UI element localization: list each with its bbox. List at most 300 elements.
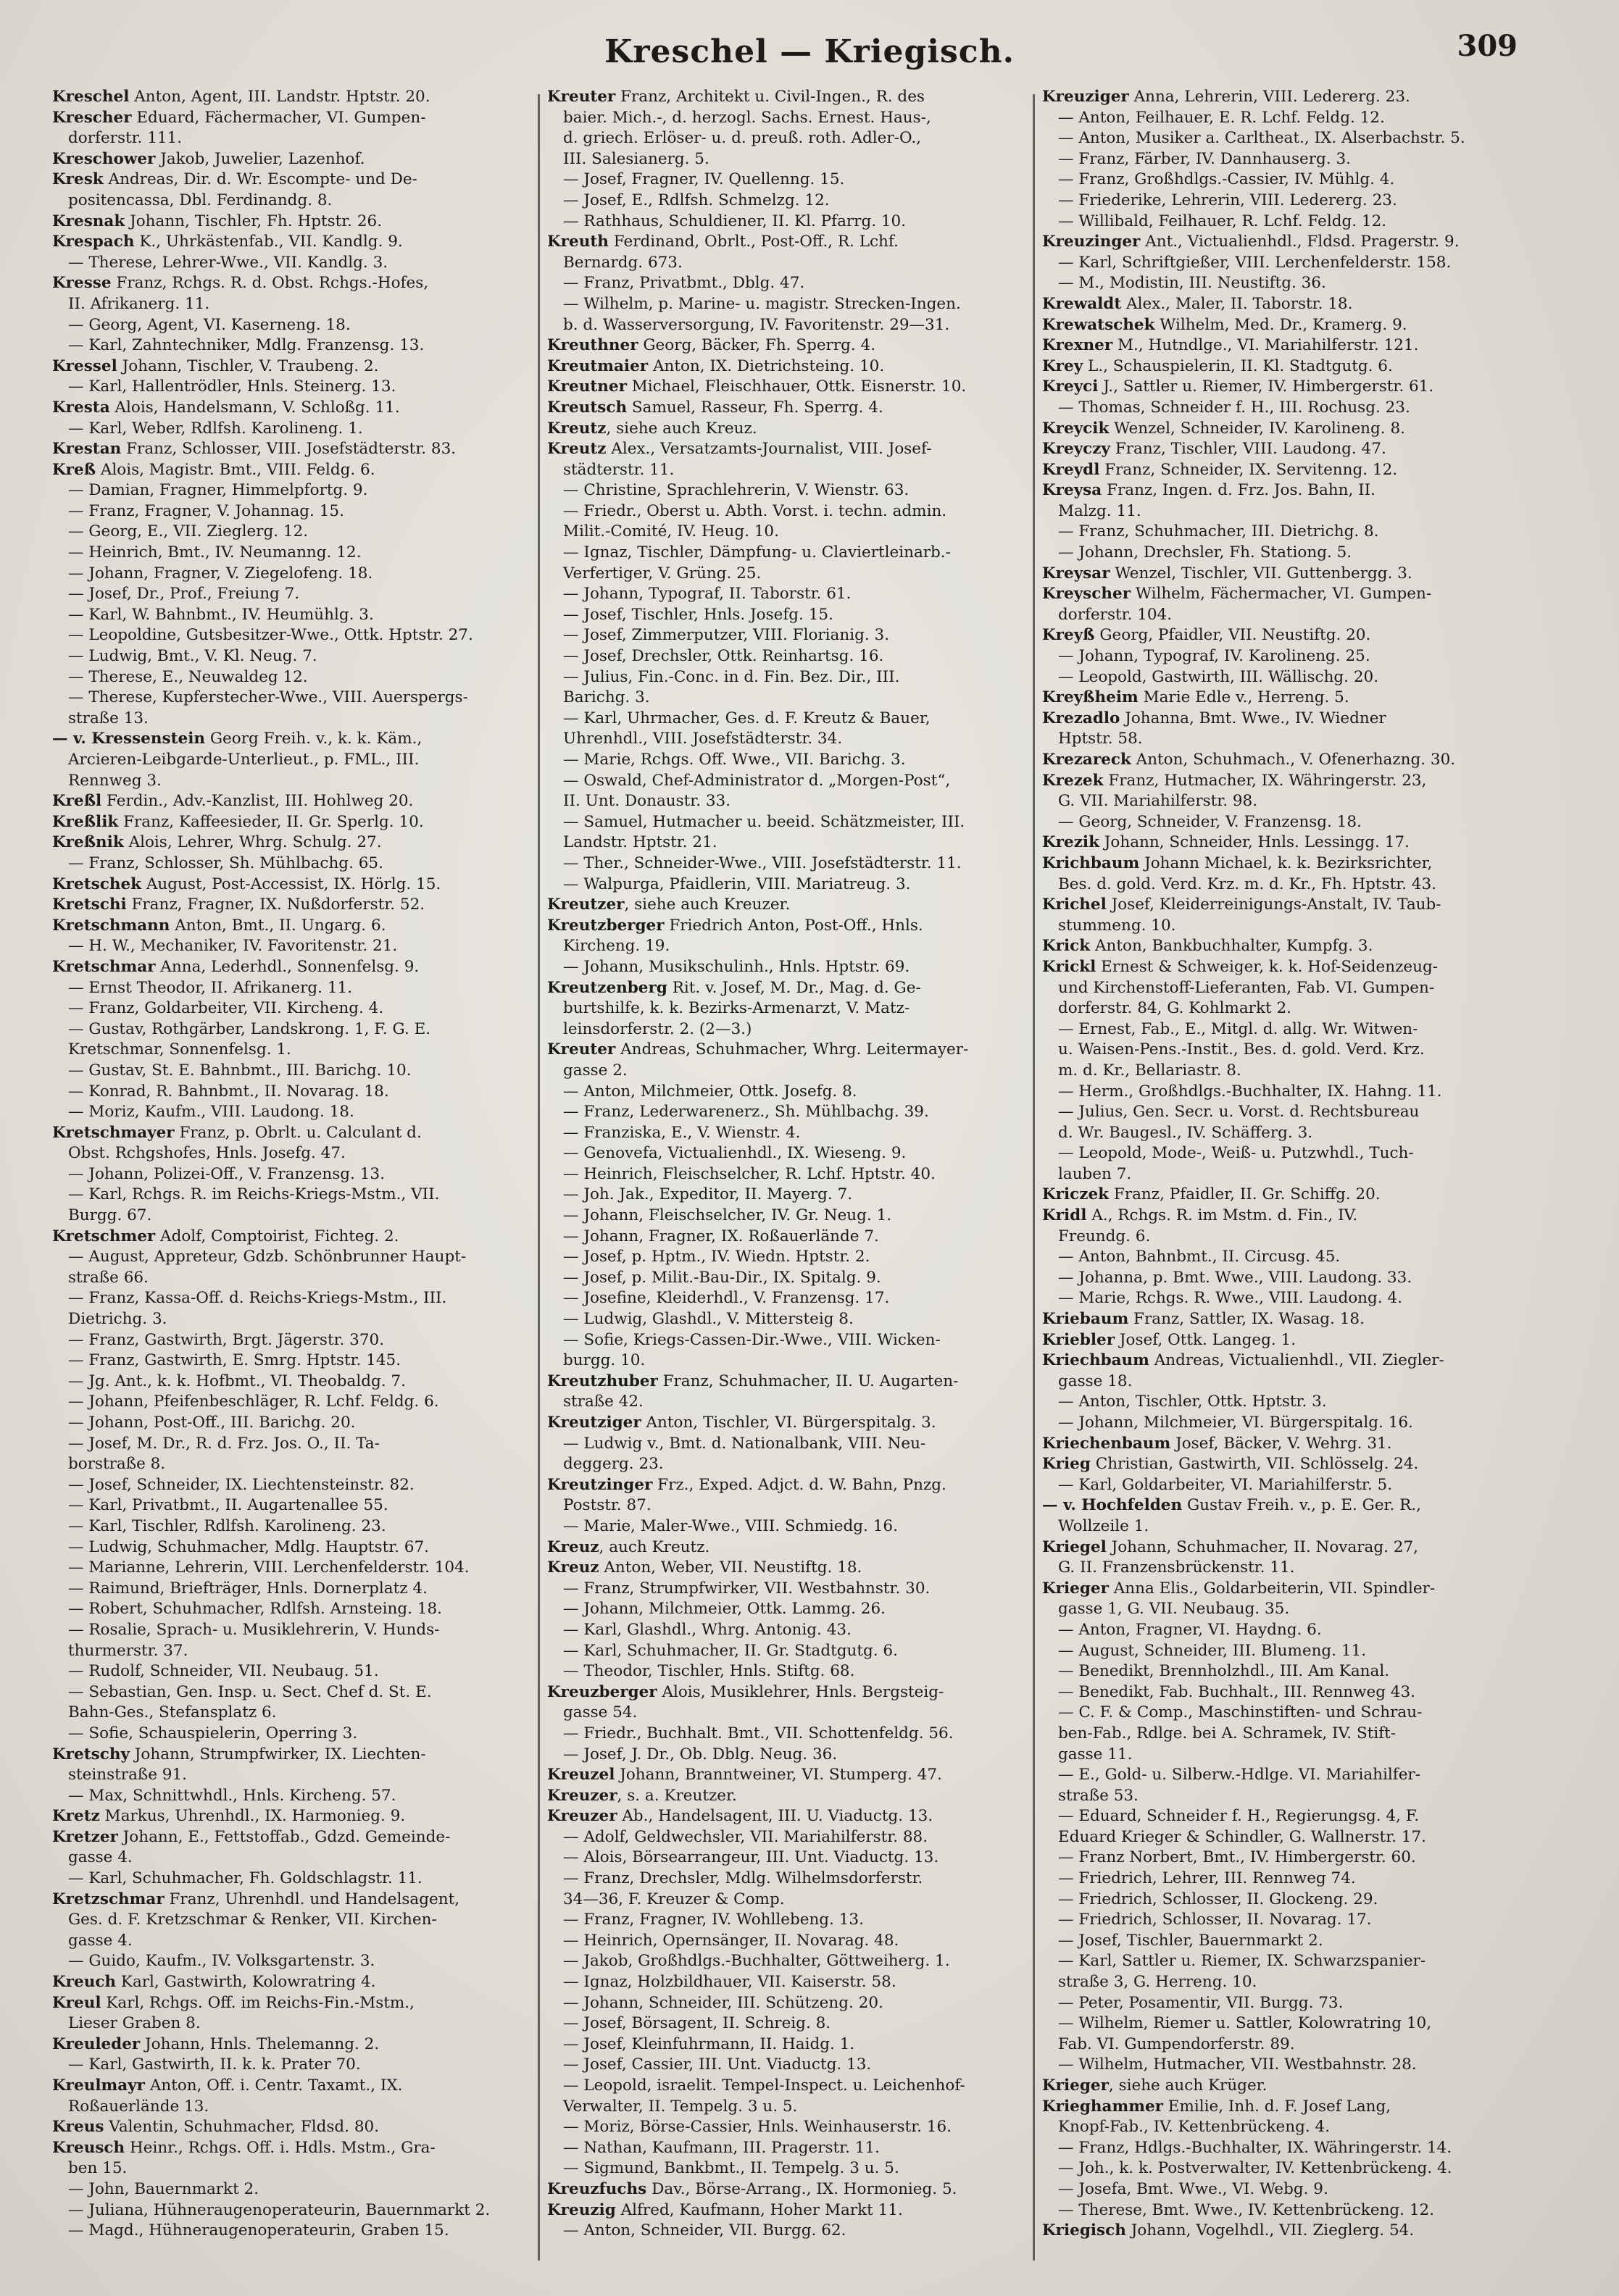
directory-line	[1042, 2076, 1520, 2097]
entry-text: Marie Edle v., Herreng. 5.	[1138, 688, 1349, 707]
directory-line	[1042, 1599, 1520, 1620]
entry-text: — Josefa, Bmt. Wwe., VI. Webg. 9.	[1058, 2179, 1328, 2198]
entry-text: Alois, Lehrer, Whrg. Schulg. 27.	[123, 833, 382, 852]
entry-text: Franz, Uhrenhdl. und Handelsagent,	[164, 1890, 460, 1908]
entry-text: gasse 11.	[1058, 1745, 1133, 1763]
entry-surname: Kriebaum	[1042, 1310, 1129, 1329]
entry-text: Rennweg 3.	[68, 771, 162, 790]
entry-text: — Johann, Pfeifenbeschläger, R. Lchf. Feldg. 6.	[68, 1393, 439, 1411]
directory-line	[547, 957, 1025, 978]
directory-line	[52, 1661, 530, 1682]
directory-line	[1042, 1516, 1520, 1537]
entry-surname: Kreusch	[52, 2138, 125, 2157]
entry-text: III. Salesianerg. 5.	[563, 149, 709, 168]
entry-text: — Karl, W. Bahnbmt., IV. Heumühlg. 3.	[68, 605, 374, 624]
directory-line	[547, 1206, 1025, 1227]
entry-surname: Krieghammer	[1042, 2097, 1163, 2116]
directory-line	[547, 232, 1025, 253]
entry-surname: Krieger	[1042, 2076, 1109, 2095]
directory-line	[52, 853, 530, 874]
entry-surname: Krezadlo	[1042, 709, 1120, 727]
directory-line	[1042, 1495, 1520, 1516]
directory-line	[1042, 1869, 1520, 1890]
entry-surname: Kreuzig	[547, 2200, 616, 2219]
entry-text: Frz., Exped. Adjct. d. W. Bahn, Pnzg.	[652, 1475, 946, 1494]
entry-text: — Anton, Feilhauer, E. R. Lchf. Feldg. 12.	[1058, 108, 1385, 127]
directory-line	[547, 832, 1025, 853]
entry-text: Johann, E., Fettstoffab., Gdzd. Gemeinde-	[117, 1827, 451, 1846]
entry-text: leinsdorferstr. 2. (2—3.)	[563, 1019, 752, 1038]
directory-line	[52, 356, 530, 377]
directory-line	[1042, 87, 1520, 108]
directory-line	[52, 1703, 530, 1724]
entry-surname: Krewaldt	[1042, 294, 1122, 313]
entry-surname: — v. Hochfelden	[1042, 1496, 1183, 1515]
entry-text: Alfred, Kaufmann, Hoher Markt 11.	[615, 2200, 903, 2219]
entry-text: Obst. Rchgshofes, Hnls. Josefg. 47.	[68, 1144, 346, 1163]
entry-text: steinstraße 91.	[68, 1766, 188, 1784]
directory-line	[547, 1848, 1025, 1869]
entry-text: Markus, Uhrenhdl., IX. Harmonieg. 9.	[99, 1807, 406, 1826]
directory-line	[52, 564, 530, 585]
directory-line	[52, 1641, 530, 1662]
directory-line	[1042, 853, 1520, 874]
entry-surname: Kreysa	[1042, 481, 1102, 500]
directory-line	[52, 1372, 530, 1393]
entry-text: — Johann, Drechsler, Fh. Stationg. 5.	[1058, 543, 1352, 562]
entry-text: — Josef, Tischler, Hnls. Josefg. 15.	[563, 605, 833, 624]
entry-text: thurmerstr. 37.	[68, 1641, 188, 1660]
directory-line	[52, 1745, 530, 1766]
column-3	[1035, 87, 1528, 2268]
entry-text: — Johann, Musikschulinh., Hnls. Hptstr. 69.	[563, 957, 910, 976]
entry-text: Franz, p. Obrlt. u. Calculant d.	[174, 1123, 422, 1142]
directory-line	[52, 1288, 530, 1309]
entry-text: Anna Elis., Goldarbeiterin, VII. Spindler-	[1108, 1579, 1436, 1598]
directory-line	[547, 812, 1025, 833]
directory-line	[1042, 750, 1520, 771]
directory-line	[547, 522, 1025, 543]
directory-line	[1042, 874, 1520, 896]
directory-line	[547, 605, 1025, 626]
directory-line	[52, 377, 530, 398]
entry-text: — Johann, Fleischselcher, IV. Gr. Neug. 1.	[563, 1206, 892, 1225]
entry-text: Franz, Schuhmacher, II. U. Augarten-	[657, 1372, 959, 1390]
directory-line	[52, 812, 530, 833]
entry-surname: Krespach	[52, 233, 135, 251]
entry-surname: Kreuleder	[52, 2034, 141, 2053]
directory-line	[52, 1061, 530, 1082]
directory-line	[1042, 1019, 1520, 1040]
entry-text: — Georg, Schneider, V. Franzensg. 18.	[1058, 812, 1362, 831]
entry-text: Johanna, Bmt. Wwe., IV. Wiedner	[1120, 709, 1386, 727]
entry-surname: Kriebler	[1042, 1330, 1115, 1349]
entry-text: Milit.-Comité, IV. Heug. 10.	[563, 522, 779, 541]
entry-text: Anton, Agent, III. Landstr. Hptstr. 20.	[129, 88, 430, 106]
entry-text: — Konrad, R. Bahnbmt., II. Novarag. 18.	[68, 1082, 389, 1101]
page-number: 309	[1457, 29, 1518, 63]
directory-line	[1042, 1848, 1520, 1869]
directory-line	[1042, 2055, 1520, 2076]
entry-text: Valentin, Schuhmacher, Fldsd. 80.	[104, 2118, 380, 2137]
entry-surname: — v. Kressenstein	[52, 730, 206, 748]
directory-line	[1042, 1703, 1520, 1724]
entry-text: — Sofie, Kriegs-Cassen-Dir.-Wwe., VIII. Wicken-	[563, 1330, 941, 1349]
entry-text: straße 13.	[68, 709, 149, 727]
directory-line	[547, 1309, 1025, 1330]
directory-line	[1042, 832, 1520, 853]
entry-text: Alois, Handelsmann, V. Schloßg. 11.	[109, 398, 400, 417]
entry-surname: Kreutz	[547, 440, 607, 459]
entry-text: — August, Schneider, III. Blumeng. 11.	[1058, 1641, 1367, 1660]
entry-text: — Josefine, Kleiderhdl., V. Franzensg. 17.	[563, 1289, 890, 1308]
directory-line	[52, 1724, 530, 1745]
directory-line	[52, 667, 530, 688]
directory-line	[547, 1786, 1025, 1807]
entry-text: — Gustav, St. E. Bahnbmt., III. Barichg. 10.	[68, 1061, 412, 1080]
directory-line	[1042, 771, 1520, 792]
directory-line	[1042, 273, 1520, 294]
directory-line	[1042, 916, 1520, 937]
directory-line	[1042, 2138, 1520, 2159]
entry-text: gasse 18.	[1058, 1372, 1133, 1390]
directory-line	[1042, 356, 1520, 377]
directory-line	[52, 1682, 530, 1703]
entry-surname: Kreß	[52, 460, 96, 479]
entry-text: — Karl, Hallentrödler, Hnls. Steinerg. 13.	[68, 377, 396, 396]
entry-text: — Ludwig v., Bmt. d. Nationalbank, VIII. Neu-	[563, 1434, 926, 1453]
entry-text: baier. Mich.-, d. herzogl. Sachs. Ernest. Haus-,	[563, 108, 931, 127]
directory-line	[547, 294, 1025, 315]
directory-line	[52, 1413, 530, 1434]
entry-surname: Kretschy	[52, 1745, 130, 1763]
directory-line	[547, 212, 1025, 233]
directory-line	[547, 1434, 1025, 1455]
directory-line	[547, 1951, 1025, 1972]
directory-line	[547, 2138, 1025, 2159]
directory-line	[1042, 812, 1520, 833]
entry-text: — Leopold, Gastwirth, III. Wällischg. 20.	[1058, 667, 1379, 686]
entry-surname: Kreutmaier	[547, 356, 649, 375]
entry-text: — Karl, Goldarbeiter, VI. Mariahilferstr. 5.	[1058, 1475, 1393, 1494]
entry-text: — Josef, p. Milit.-Bau-Dir., IX. Spitalg. 9.	[563, 1268, 881, 1287]
directory-line	[1042, 1372, 1520, 1393]
entry-text: Samuel, Rasseur, Fh. Sperrg. 4.	[627, 398, 883, 417]
entry-surname: Kreuzberger	[547, 1682, 657, 1701]
entry-text: Franz, Sattler, IX. Wasag. 18.	[1128, 1310, 1365, 1329]
entry-surname: Kreuzfuchs	[547, 2179, 647, 2198]
entry-surname: Kreutsch	[547, 398, 628, 417]
entry-text: — Thomas, Schneider f. H., III. Rochusg. 23.	[1058, 398, 1410, 417]
entry-surname: Kretschmer	[52, 1227, 156, 1245]
entry-text: Franz, Fragner, IX. Nußdorferstr. 52.	[126, 896, 425, 914]
directory-line	[547, 978, 1025, 999]
directory-line	[52, 1599, 530, 1620]
directory-line	[547, 646, 1025, 667]
entry-text: — Marie, Maler-Wwe., VIII. Schmiedg. 16.	[563, 1516, 898, 1535]
directory-line	[547, 501, 1025, 522]
directory-line	[1042, 1247, 1520, 1268]
entry-text: — Ther., Schneider-Wwe., VIII. Josefstädterstr. 11.	[563, 853, 962, 872]
entry-text: d. griech. Erlöser- u. d. preuß. roth. Adler-O.,	[563, 129, 921, 148]
directory-line	[1042, 646, 1520, 667]
directory-line	[547, 1972, 1025, 1993]
directory-line	[52, 543, 530, 564]
directory-line	[547, 2200, 1025, 2221]
directory-line	[52, 2076, 530, 2097]
entry-text: August, Post-Accessist, IX. Hörlg. 15.	[141, 874, 441, 893]
directory-line	[1042, 957, 1520, 978]
entry-text: — Anton, Schneider, VII. Burgg. 62.	[563, 2221, 846, 2240]
column-1	[45, 87, 538, 2268]
entry-text: — Julius, Gen. Secr. u. Vorst. d. Rechtsbureau	[1058, 1103, 1420, 1122]
entry-text: — Georg, E., VII. Zieglerg. 12.	[68, 522, 309, 541]
entry-text: Josef, Bäcker, V. Wehrg. 31.	[1170, 1434, 1392, 1453]
directory-line	[547, 2221, 1025, 2242]
directory-line	[52, 1164, 530, 1185]
entry-surname: Kriczek	[1042, 1185, 1110, 1204]
directory-line	[1042, 522, 1520, 543]
entry-text: Anna, Lehrerin, VIII. Ledererg. 23.	[1128, 88, 1410, 106]
directory-line	[52, 771, 530, 792]
entry-text: — Georg, Agent, VI. Kaserneng. 18.	[68, 315, 351, 334]
directory-line	[547, 853, 1025, 874]
page-header	[0, 29, 1619, 80]
entry-surname: Kreyscher	[1042, 585, 1131, 604]
directory-line	[547, 335, 1025, 356]
entry-text: — Josef, p. Hptm., IV. Wiedn. Hptstr. 2.	[563, 1248, 870, 1266]
entry-surname: Kresta	[52, 398, 110, 417]
directory-line	[52, 2013, 530, 2034]
entry-text: Anton, Bmt., II. Ungarg. 6.	[170, 916, 386, 935]
entry-text: — Anton, Fragner, VI. Haydng. 6.	[1058, 1620, 1322, 1639]
directory-line	[1042, 1765, 1520, 1786]
entry-text: — Joh. Jak., Expeditor, II. Mayerg. 7.	[563, 1185, 853, 1204]
directory-line	[1042, 315, 1520, 336]
directory-line	[52, 1620, 530, 1641]
entry-text: — Josef, Cassier, III. Unt. Viaductg. 13.	[563, 2055, 872, 2074]
entry-text: Franz, Tischler, VIII. Laudong. 47.	[1110, 440, 1386, 459]
directory-line	[52, 522, 530, 543]
directory-line	[547, 564, 1025, 585]
entry-text: — Franziska, E., V. Wienstr. 4.	[563, 1123, 801, 1142]
entry-text: — Franz, Schlosser, Sh. Mühlbachg. 65.	[68, 853, 383, 872]
entry-text: — Joh., k. k. Postverwalter, IV. Kettenbrückeng. 4.	[1058, 2159, 1452, 2178]
directory-line	[52, 1247, 530, 1268]
entry-surname: Krexner	[1042, 336, 1113, 355]
column-2	[540, 87, 1033, 2268]
directory-line	[52, 108, 530, 129]
entry-text: — Karl, Weber, Rdlfsh. Karolineng. 1.	[68, 419, 363, 438]
directory-line	[1042, 584, 1520, 605]
entry-text: Emilie, Inh. d. F. Josef Lang,	[1162, 2097, 1391, 2116]
entry-text: L., Schauspielerin, II. Kl. Stadtgutg. 6.	[1083, 356, 1393, 375]
directory-line	[52, 1931, 530, 1952]
entry-surname: Kreyßheim	[1042, 688, 1139, 707]
entry-text: , siehe auch Kreuz.	[606, 419, 757, 438]
directory-line	[52, 2034, 530, 2055]
entry-text: Josef, Ottk. Langeg. 1.	[1115, 1330, 1297, 1349]
entry-text: Johann, Schuhmacher, II. Novarag. 27,	[1106, 1537, 1418, 1556]
entry-surname: Krezik	[1042, 833, 1099, 852]
directory-line	[547, 1164, 1025, 1185]
entry-text: — Anton, Milchmeier, Ottk. Josefg. 8.	[563, 1082, 857, 1101]
entry-text: Michael, Fleischhauer, Ottk. Eisnerstr. 10.	[626, 377, 967, 396]
directory-line	[1042, 1413, 1520, 1434]
entry-text: Wilhelm, Fächermacher, VI. Gumpen-	[1131, 585, 1432, 604]
directory-line	[1042, 1185, 1520, 1206]
directory-line	[52, 584, 530, 605]
entry-text: Anton, Tischler, VI. Bürgerspitalg. 3.	[641, 1414, 936, 1432]
entry-text: — Ernest, Fab., E., Mitgl. d. allg. Wr. Witwen-	[1058, 1019, 1418, 1038]
entry-text: — Nathan, Kaufmann, III. Pragerstr. 11.	[563, 2138, 880, 2157]
entry-surname: Krestan	[52, 440, 122, 459]
entry-text: Franz, Architekt u. Civil-Ingen., R. des	[615, 88, 925, 106]
directory-line	[547, 1827, 1025, 1848]
directory-line	[547, 791, 1025, 812]
entry-surname: Kreul	[52, 1993, 101, 2012]
entry-text: m. d. Kr., Bellariastr. 8.	[1058, 1061, 1241, 1080]
entry-text: Friedrich Anton, Post-Off., Hnls.	[664, 916, 923, 935]
entry-text: — Franz, Goldarbeiter, VII. Kircheng. 4.	[68, 999, 384, 1018]
directory-line	[1042, 480, 1520, 501]
directory-line	[52, 1206, 530, 1227]
entry-text: dorferstr. 104.	[1058, 605, 1173, 624]
entry-surname: Kretzer	[52, 1827, 118, 1846]
entry-text: Josef, Kleiderreinigungs-Anstalt, IV. Taub-	[1106, 896, 1441, 914]
directory-line	[52, 1579, 530, 1600]
entry-text: — Josef, Fragner, IV. Quellenng. 15.	[563, 170, 845, 189]
directory-line	[1042, 1434, 1520, 1455]
directory-line	[52, 335, 530, 356]
entry-surname: Kridl	[1042, 1206, 1087, 1225]
entry-text: — Juliana, Hühneraugenoperateurin, Bauernmarkt 2.	[68, 2200, 491, 2219]
entry-surname: Kretschmann	[52, 916, 170, 935]
directory-line	[52, 1434, 530, 1455]
entry-text: Ferdin., Adv.-Kanzlist, III. Hohlweg 20.	[101, 792, 414, 811]
entry-text: — Franz, Gastwirth, Brgt. Jägerstr. 370.	[68, 1330, 385, 1349]
entry-text: — Josef, Drechsler, Ottk. Reinhartsg. 16.	[563, 647, 884, 666]
entry-surname: Krezareck	[1042, 751, 1131, 769]
directory-line	[52, 605, 530, 626]
directory-line	[1042, 1082, 1520, 1103]
entry-surname: Kreuter	[547, 88, 616, 106]
entry-text: Lieser Graben 8.	[68, 2014, 201, 2033]
entry-text: ben-Fab., Rdlge. bei A. Schramek, IV. Stift-	[1058, 1724, 1397, 1742]
directory-line	[1042, 212, 1520, 233]
directory-line	[547, 1993, 1025, 2014]
entry-text: G. VII. Mariahilferstr. 98.	[1058, 792, 1258, 811]
entry-text: gasse 4.	[68, 1931, 133, 1950]
directory-line	[1042, 605, 1520, 626]
entry-text: Johann, Tischler, Fh. Hptstr. 26.	[125, 212, 383, 230]
entry-text: Anton, Weber, VII. Neustiftg. 18.	[599, 1558, 862, 1577]
entry-surname: Kreuthner	[547, 336, 638, 355]
entry-text: — Johanna, p. Bmt. Wwe., VIII. Laudong. 33.	[1058, 1268, 1412, 1287]
entry-surname: Kreuzel	[547, 1766, 615, 1784]
entry-text: — Anton, Tischler, Ottk. Hptstr. 3.	[1058, 1393, 1327, 1411]
entry-surname: Kreutzinger	[547, 1475, 653, 1494]
directory-line	[52, 1330, 530, 1351]
directory-line	[547, 874, 1025, 896]
directory-line	[52, 957, 530, 978]
entry-text: — Therese, E., Neuwaldeg 12.	[68, 667, 308, 686]
entry-text: — Therese, Lehrer-Wwe., VII. Kandlg. 3.	[68, 253, 388, 272]
entry-text: b. d. Wasserversorgung, IV. Favoritenstr. 29—31.	[563, 315, 950, 334]
directory-line	[547, 2179, 1025, 2200]
directory-line	[52, 729, 530, 750]
directory-line	[52, 750, 530, 771]
entry-text: Franz, Hutmacher, IX. Währingerstr. 23,	[1103, 771, 1427, 790]
directory-line	[1042, 2097, 1520, 2118]
directory-line	[547, 1703, 1025, 1724]
directory-line	[547, 2034, 1025, 2055]
entry-text: positencassa, Dbl. Ferdinandg. 8.	[68, 191, 333, 209]
entry-text: dorferstr. 111.	[68, 129, 183, 148]
column-divider	[538, 94, 540, 2260]
directory-line	[547, 273, 1025, 294]
entry-text: burgg. 10.	[563, 1351, 646, 1370]
entry-text: Johann, Hnls. Thelemanng. 2.	[140, 2034, 380, 2053]
entry-text: burtshilfe, k. k. Bezirks-Armenarzt, V. Matz-	[563, 999, 910, 1018]
directory-line	[1042, 1910, 1520, 1931]
directory-line	[1042, 2179, 1520, 2200]
entry-text: Ernest & Schweiger, k. k. Hof-Seidenzeug-	[1096, 957, 1439, 976]
directory-line	[547, 1454, 1025, 1475]
entry-text: Karl, Rchgs. Off. im Reichs-Fin.-Mstm.,	[101, 1993, 415, 2012]
entry-text: — Johann, Typograf, II. Taborstr. 61.	[563, 585, 852, 604]
directory-line	[1042, 149, 1520, 170]
directory-line	[52, 1993, 530, 2014]
directory-line	[547, 1247, 1025, 1268]
directory-line	[1042, 1724, 1520, 1745]
directory-line	[547, 1413, 1025, 1434]
directory-line	[1042, 1537, 1520, 1558]
directory-line	[1042, 1951, 1520, 1972]
entry-text: gasse 54.	[563, 1703, 638, 1722]
entry-text: — Christine, Sprachlehrerin, V. Wienstr. 63.	[563, 481, 910, 500]
directory-line	[52, 936, 530, 957]
directory-line	[547, 2117, 1025, 2138]
directory-line	[1042, 1931, 1520, 1952]
directory-line	[52, 2200, 530, 2221]
entry-surname: Kreuth	[547, 233, 609, 251]
entry-text: — Johann, Fragner, IX. Roßauerlände 7.	[563, 1227, 879, 1245]
directory-line	[52, 439, 530, 460]
entry-text: Bahn-Ges., Stefansplatz 6.	[68, 1703, 277, 1722]
directory-line	[52, 625, 530, 646]
entry-text: — Franz, Fragner, V. Johannag. 15.	[68, 501, 344, 520]
directory-line	[1042, 1061, 1520, 1082]
entry-text: — Franz, Fragner, IV. Wohllebeng. 13.	[563, 1911, 864, 1929]
directory-line	[547, 1268, 1025, 1289]
entry-text: — Genovefa, Victualienhdl., IX. Wieseng. 9.	[563, 1144, 907, 1163]
directory-line	[1042, 2034, 1520, 2055]
entry-text: , auch Kreutz.	[599, 1537, 710, 1556]
directory-line	[1042, 294, 1520, 315]
directory-line	[52, 874, 530, 896]
entry-text: Franz, Ingen. d. Frz. Jos. Bahn, II.	[1102, 481, 1375, 500]
directory-line	[52, 791, 530, 812]
entry-text: straße 66.	[68, 1268, 149, 1287]
entry-text: — Josef, E., Rdlfsh. Schmelzg. 12.	[563, 191, 830, 209]
directory-line	[1042, 2221, 1520, 2242]
directory-line	[547, 1620, 1025, 1641]
directory-line	[547, 1745, 1025, 1766]
directory-line	[547, 419, 1025, 440]
entry-text: — Johann, Post-Off., III. Barichg. 20.	[68, 1414, 356, 1432]
entry-text: — Karl, Tischler, Rdlfsh. Karolineng. 23.	[68, 1516, 386, 1535]
